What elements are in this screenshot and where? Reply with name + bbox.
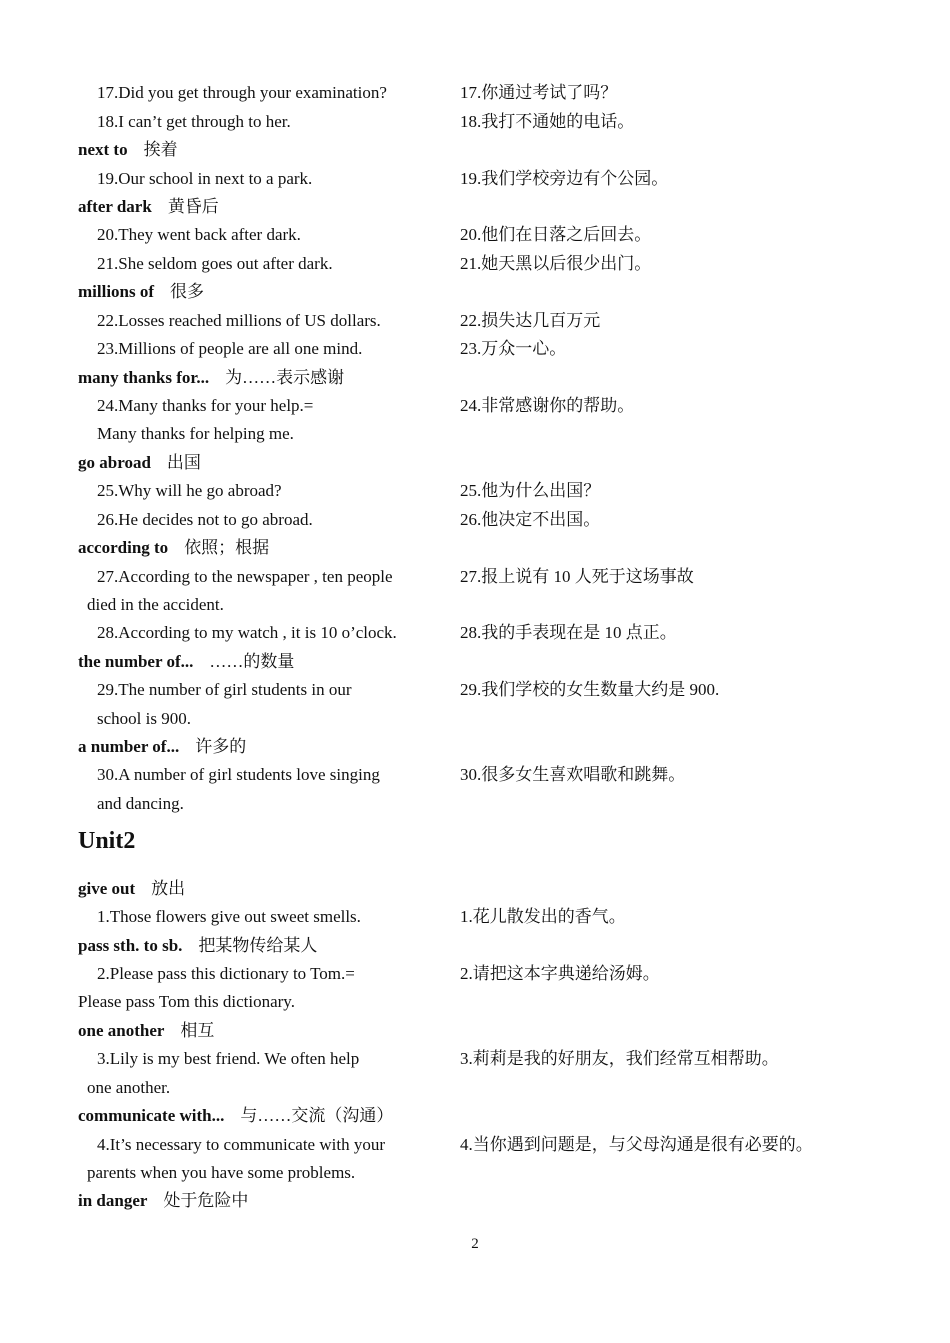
example-cn-17: 17.你通过考试了吗？ (460, 83, 618, 102)
phrase-give-out (78, 878, 185, 900)
example-cn-23: 23.万众一心。 (460, 339, 567, 358)
phrase-meaning: 出国 (166, 453, 201, 472)
example-en-19: 19.Our school in next to a park. (97, 169, 313, 188)
phrase-meaning: 许多的 (195, 737, 247, 756)
phrase-text: according to (78, 538, 169, 557)
example-cn-24: 24.非常感谢你的帮助。 (460, 396, 635, 415)
example-cn-u2-2: 2.请把这本字典递给汤姆。 (460, 964, 660, 983)
example-en-26: 26.He decides not to go abroad. (97, 510, 313, 529)
phrase-text: go abroad (78, 453, 151, 472)
example-en-23: 23.Millions of people are all one mind. (97, 339, 363, 358)
phrase-communicate-with (78, 1105, 393, 1127)
phrase-meaning: 挨着 (143, 140, 178, 159)
phrase-text: millions of (78, 282, 155, 301)
phrase-meaning: 黄昏后 (167, 197, 219, 216)
example-en-27: 27.According to the newspaper , ten people (97, 567, 393, 586)
example-cn-21: 21.她天黑以后很少出门。 (460, 254, 652, 273)
phrase-one-another (78, 1020, 214, 1042)
example-cn-26: 26.他决定不出国。 (460, 510, 601, 529)
phrase-a-number-of (78, 736, 246, 758)
phrase-meaning: ……的数量 (209, 652, 295, 671)
phrase-text: after dark (78, 197, 152, 216)
phrase-text: next to (78, 140, 128, 159)
example-cn-u2-1: 1.花儿散发出的香气。 (460, 907, 626, 926)
example-en-u2-2-cont: Please pass Tom this dictionary. (78, 992, 295, 1011)
example-cn-u2-4: 4.当你遇到问题是，与父母沟通是很有必要的。 (460, 1135, 813, 1154)
page-number: 2 (471, 1236, 479, 1252)
example-en-22: 22.Losses reached millions of US dollars. (97, 311, 381, 330)
phrase-text: a number of... (78, 737, 180, 756)
phrase-meaning: 相互 (180, 1021, 215, 1040)
example-en-u2-1: 1.Those flowers give out sweet smells. (97, 907, 361, 926)
example-cn-19: 19.我们学校旁边有个公园。 (460, 169, 669, 188)
example-cn-29: 29.我们学校的女生数量大约是 900. (460, 680, 720, 699)
phrase-next-to (78, 139, 178, 161)
phrase-text: communicate with... (78, 1106, 225, 1125)
phrase-text: many thanks for... (78, 368, 210, 387)
example-cn-30: 30.很多女生喜欢唱歌和跳舞。 (460, 765, 686, 784)
example-en-20: 20.They went back after dark. (97, 225, 301, 244)
phrase-meaning: 依照；根据 (184, 538, 270, 557)
example-en-28: 28.According to my watch , it is 10 o’clock. (97, 623, 397, 642)
example-cn-18: 18.我打不通她的电话。 (460, 112, 635, 131)
example-cn-25: 25.他为什么出国？ (460, 481, 601, 500)
example-en-u2-3: 3.Lily is my best friend. We often help (97, 1049, 360, 1068)
example-en-29-cont: school is 900. (97, 709, 191, 728)
phrase-many-thanks (78, 367, 344, 389)
phrase-meaning: 与……交流（沟通） (240, 1106, 394, 1125)
unit-heading: Unit2 (78, 828, 136, 854)
example-cn-22: 22.损失达几百万元 (460, 311, 601, 330)
phrase-according-to (78, 537, 269, 559)
phrase-in-danger (78, 1190, 248, 1212)
phrase-pass-sth (78, 935, 317, 957)
example-en-29: 29.The number of girl students in our (97, 680, 352, 699)
example-en-24: 24.Many thanks for your help.= (97, 396, 314, 415)
phrase-go-abroad (78, 452, 201, 474)
phrase-meaning: 放出 (151, 879, 186, 898)
example-en-u2-4-cont: parents when you have some problems. (87, 1163, 356, 1182)
example-en-18: 18.I can’t get through to her. (97, 112, 291, 131)
phrase-meaning: 把某物传给某人 (198, 936, 318, 955)
phrase-meaning: 处于危险中 (163, 1191, 249, 1210)
example-cn-u2-3: 3.莉莉是我的好朋友，我们经常互相帮助。 (460, 1049, 779, 1068)
example-en-u2-3-cont: one another. (87, 1078, 171, 1097)
example-en-25: 25.Why will he go abroad? (97, 481, 282, 500)
example-en-24-cont: Many thanks for helping me. (97, 424, 294, 443)
phrase-text: in danger (78, 1191, 148, 1210)
phrase-text: give out (78, 879, 136, 898)
phrase-meaning: 很多 (170, 282, 205, 301)
phrase-text: the number of... (78, 652, 194, 671)
example-en-30: 30.A number of girl students love singing (97, 765, 380, 784)
phrase-text: one another (78, 1021, 165, 1040)
example-en-17: 17.Did you get through your examination? (97, 83, 387, 102)
example-en-u2-4: 4.It’s necessary to communicate with your (97, 1135, 385, 1154)
example-en-u2-2: 2.Please pass this dictionary to Tom.= (97, 964, 355, 983)
example-en-27-cont: died in the accident. (87, 595, 224, 614)
example-en-21: 21.She seldom goes out after dark. (97, 254, 333, 273)
example-cn-20: 20.他们在日落之后回去。 (460, 225, 652, 244)
example-cn-28: 28.我的手表现在是 10 点正。 (460, 623, 677, 642)
example-cn-27: 27.报上说有 10 人死于这场事故 (460, 567, 694, 586)
phrase-the-number-of (78, 651, 294, 673)
phrase-after-dark (78, 196, 219, 218)
phrase-text: pass sth. to sb. (78, 936, 183, 955)
example-en-30-cont: and dancing. (97, 794, 184, 813)
phrase-millions-of (78, 281, 204, 303)
phrase-meaning: 为……表示感谢 (225, 368, 345, 387)
